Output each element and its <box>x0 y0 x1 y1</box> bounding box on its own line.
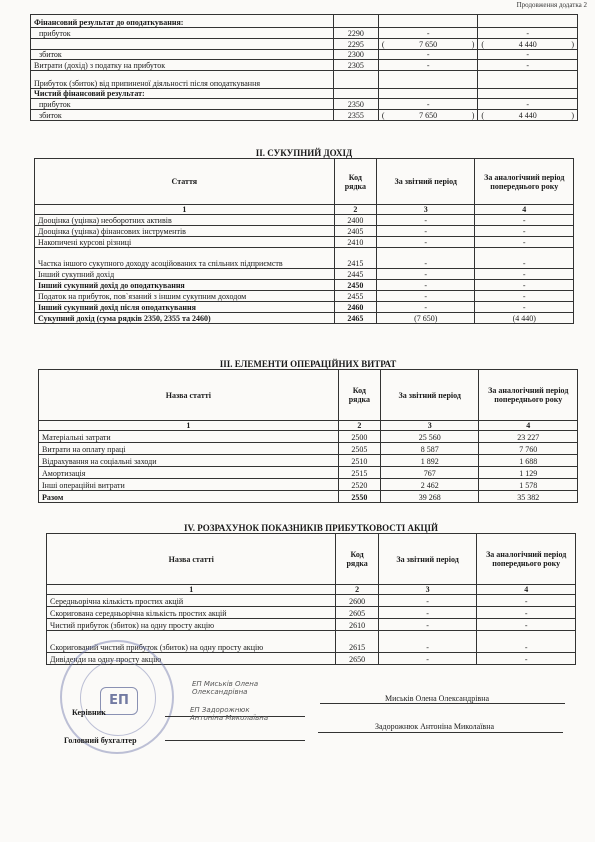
table-row <box>35 237 574 248</box>
row-code: 2460 <box>334 302 376 313</box>
table-row <box>31 39 578 50</box>
row-code: 2505 <box>338 443 380 455</box>
row-reporting-value: (7 650) <box>377 313 475 324</box>
table-row <box>31 70 578 88</box>
row-label: Дооцінка (уцінка) необоротних активів <box>35 215 335 226</box>
row-code: 2465 <box>334 313 376 324</box>
row-reporting-value: - <box>378 60 478 71</box>
ep-accountant-signature: ЕП Задорожнюк Антоніна Миколаївна <box>190 706 269 722</box>
row-previous-value: ( 4 440 ) <box>478 110 578 121</box>
row-reporting-value: - <box>378 595 477 607</box>
accountant-name-line <box>318 732 563 733</box>
table-row <box>35 215 574 226</box>
row-reporting-value: - <box>378 631 477 653</box>
row-previous-value: - <box>478 60 578 71</box>
row-previous-value: - <box>475 248 574 269</box>
header-previous-period: За аналогічний період попереднього року <box>477 534 576 585</box>
row-reporting-value: - <box>378 607 477 619</box>
header-code: Код рядка <box>336 534 378 585</box>
row-value: 7 650 <box>419 110 438 120</box>
table-row <box>31 99 578 110</box>
head-name: Миськів Олена Олександрівна <box>385 694 490 703</box>
col-num: 3 <box>377 205 475 215</box>
col-num: 2 <box>336 585 378 595</box>
row-code <box>333 88 378 99</box>
operating-expenses-body <box>39 431 578 503</box>
row-reporting-value: 2 462 <box>381 479 479 491</box>
row-value: 7 650 <box>419 39 438 49</box>
row-code: 2415 <box>334 248 376 269</box>
row-previous-value: 1 688 <box>479 455 578 467</box>
row-code: 2410 <box>334 237 376 248</box>
col-num: 1 <box>39 421 339 431</box>
financial-result-body <box>31 15 578 121</box>
row-code: 2520 <box>338 479 380 491</box>
row-value: 4 440 <box>518 39 537 49</box>
table-row <box>31 15 578 28</box>
row-label: Сукупний дохід (сума рядків 2350, 2355 та 2460) <box>35 313 335 324</box>
row-code: 2400 <box>334 215 376 226</box>
table-row <box>39 491 578 503</box>
row-reporting-value: 8 587 <box>381 443 479 455</box>
row-code: 2510 <box>338 455 380 467</box>
row-reporting-value: - <box>377 269 475 280</box>
row-reporting-value: - <box>377 215 475 226</box>
col-num: 3 <box>381 421 479 431</box>
table-row <box>47 619 576 631</box>
row-previous-value: - <box>478 49 578 60</box>
row-label: Чистий прибуток (збиток) на одну просту акцію <box>47 619 336 631</box>
table-row <box>39 443 578 455</box>
table-row <box>35 248 574 269</box>
row-previous-value: 7 760 <box>479 443 578 455</box>
row-reporting-value: 767 <box>381 467 479 479</box>
row-reporting-value: - <box>378 99 478 110</box>
table-row <box>35 280 574 291</box>
row-code: 2305 <box>333 60 378 71</box>
row-reporting-value: ( 7 650 ) <box>378 39 478 50</box>
row-label: Дооцінка (уцінка) фінансових інструментів <box>35 226 335 237</box>
row-reporting-value <box>378 88 478 99</box>
row-reporting-value <box>378 15 478 28</box>
row-code: 2450 <box>334 280 376 291</box>
row-previous-value: - <box>477 653 576 665</box>
row-code: 2610 <box>336 619 378 631</box>
row-label: Скоригований чистий прибуток (збиток) на одну просту акцію <box>47 631 336 653</box>
table-row <box>35 269 574 280</box>
row-previous-value <box>478 70 578 88</box>
table-row <box>39 431 578 443</box>
row-previous-value: - <box>475 226 574 237</box>
section4-title: IV. РОЗРАХУНОК ПОКАЗНИКІВ ПРИБУТКОВОСТІ АКЦІЙ <box>183 523 439 533</box>
row-code: 2295 <box>333 39 378 50</box>
table-row <box>31 49 578 60</box>
row-reporting-value: - <box>377 248 475 269</box>
row-code: 2500 <box>338 431 380 443</box>
row-previous-value: (4 440) <box>475 313 574 324</box>
row-reporting-value: 25 560 <box>381 431 479 443</box>
row-label: прибуток <box>31 99 334 110</box>
row-code: 2550 <box>338 491 380 503</box>
row-previous-value: - <box>475 291 574 302</box>
row-label: Матеріальні затрати <box>39 431 339 443</box>
ep-stamp-icon: ЕП <box>100 687 138 715</box>
row-label: прибуток <box>31 28 334 39</box>
row-previous-value: - <box>477 619 576 631</box>
header-code: Код рядка <box>334 159 376 205</box>
row-code: 2290 <box>333 28 378 39</box>
col-num: 1 <box>35 205 335 215</box>
row-label: Накопичені курсові різниці <box>35 237 335 248</box>
row-reporting-value: - <box>377 226 475 237</box>
row-code: 2300 <box>333 49 378 60</box>
header-item-name: Назва статті <box>47 534 336 585</box>
table-row <box>35 226 574 237</box>
col-num: 2 <box>334 205 376 215</box>
row-previous-value <box>478 88 578 99</box>
row-code: 2650 <box>336 653 378 665</box>
row-code: 2350 <box>333 99 378 110</box>
row-reporting-value: - <box>377 237 475 248</box>
row-label: Витрати на оплату праці <box>39 443 339 455</box>
row-reporting-value: - <box>378 49 478 60</box>
row-label: Витрати (дохід) з податку на прибуток <box>31 60 334 71</box>
head-label: Керівник <box>72 708 106 717</box>
row-label: Чистий фінансовий результат: <box>31 88 334 99</box>
header-article: Стаття <box>35 159 335 205</box>
row-previous-value <box>478 15 578 28</box>
row-code: 2405 <box>334 226 376 237</box>
row-value: 4 440 <box>518 110 537 120</box>
row-reporting-value: ( 7 650 ) <box>378 110 478 121</box>
table-row <box>39 479 578 491</box>
header-reporting-period: За звітний період <box>381 370 479 421</box>
table-row <box>31 88 578 99</box>
financial-result-table <box>30 14 578 121</box>
row-reporting-value: 39 268 <box>381 491 479 503</box>
col-num: 4 <box>475 205 574 215</box>
row-code: 2355 <box>333 110 378 121</box>
row-label: Податок на прибуток, пов`язаний з іншим сукупним доходом <box>35 291 335 302</box>
header-previous-period: За аналогічний період попереднього року <box>475 159 574 205</box>
col-num: 4 <box>477 585 576 595</box>
table-row <box>31 110 578 121</box>
row-code: 2515 <box>338 467 380 479</box>
row-reporting-value: - <box>378 28 478 39</box>
row-label: Відрахування на соціальні заходи <box>39 455 339 467</box>
total-income-table <box>34 158 574 324</box>
row-previous-value: - <box>478 99 578 110</box>
row-label <box>31 39 334 50</box>
section3-title: III. ЕЛЕМЕНТИ ОПЕРАЦІЙНИХ ВИТРАТ <box>219 359 397 369</box>
row-previous-value: 1 578 <box>479 479 578 491</box>
row-code: 2455 <box>334 291 376 302</box>
row-previous-value: - <box>475 302 574 313</box>
accountant-name: Задорожнюк Антоніна Миколаївна <box>375 722 495 731</box>
row-label: Амортизація <box>39 467 339 479</box>
col-num: 2 <box>338 421 380 431</box>
row-code: 2605 <box>336 607 378 619</box>
operating-expenses-table <box>38 369 578 503</box>
col-num: 1 <box>47 585 336 595</box>
row-label: Інший сукупний дохід до оподаткування <box>35 280 335 291</box>
table-row <box>47 595 576 607</box>
row-label: Скоригована середньорічна кількість простих акцій <box>47 607 336 619</box>
accountant-label: Головний бухгалтер <box>64 736 137 745</box>
table-row <box>35 313 574 324</box>
ep-head-signature: ЕП Миськів Олена Олександрівна <box>192 680 259 696</box>
section2-title: II. СУКУПНИЙ ДОХІД <box>255 148 353 158</box>
head-name-line <box>320 703 565 704</box>
row-previous-value: - <box>477 607 576 619</box>
row-previous-value: 35 382 <box>479 491 578 503</box>
row-label: Інший сукупний дохід <box>35 269 335 280</box>
header-reporting-period: За звітний період <box>378 534 477 585</box>
row-reporting-value: - <box>378 653 477 665</box>
row-label: збиток <box>31 49 334 60</box>
row-label: Фінансовий результат до оподаткування: <box>31 15 334 28</box>
row-reporting-value: - <box>377 280 475 291</box>
header-item-name: Назва статті <box>39 370 339 421</box>
row-code <box>333 15 378 28</box>
table-row <box>31 28 578 39</box>
header-code: Код рядка <box>338 370 380 421</box>
row-label: Дивіденди на одну просту акцію <box>47 653 336 665</box>
row-previous-value: - <box>475 280 574 291</box>
row-code <box>333 70 378 88</box>
row-previous-value: 1 129 <box>479 467 578 479</box>
row-label: збиток <box>31 110 334 121</box>
row-label: Інші операційні витрати <box>39 479 339 491</box>
row-label: Інший сукупний дохід після оподаткування <box>35 302 335 313</box>
row-previous-value: ( 4 440 ) <box>478 39 578 50</box>
header-previous-period: За аналогічний період попереднього року <box>479 370 578 421</box>
row-label: Частка іншого сукупного доходу асоційованих та спільних підприємств <box>35 248 335 269</box>
table-row <box>39 467 578 479</box>
row-reporting-value: 1 892 <box>381 455 479 467</box>
table-row <box>35 291 574 302</box>
row-previous-value: - <box>478 28 578 39</box>
accountant-signature-line <box>165 740 305 741</box>
row-code: 2600 <box>336 595 378 607</box>
col-num: 3 <box>378 585 477 595</box>
row-code: 2445 <box>334 269 376 280</box>
row-previous-value: - <box>477 631 576 653</box>
row-label: Прибуток (збиток) від припиненої діяльності після оподаткування <box>31 70 334 88</box>
row-reporting-value: - <box>377 291 475 302</box>
table-row <box>31 60 578 71</box>
row-previous-value: 23 227 <box>479 431 578 443</box>
row-reporting-value <box>378 70 478 88</box>
row-previous-value: - <box>475 215 574 226</box>
row-label: Середньорічна кількість простих акцій <box>47 595 336 607</box>
header-reporting-period: За звітний період <box>377 159 475 205</box>
row-label: Разом <box>39 491 339 503</box>
total-income-body <box>35 215 574 324</box>
row-previous-value: - <box>477 595 576 607</box>
row-previous-value: - <box>475 269 574 280</box>
row-previous-value: - <box>475 237 574 248</box>
row-reporting-value: - <box>378 619 477 631</box>
table-row <box>35 302 574 313</box>
table-row <box>39 455 578 467</box>
col-num: 4 <box>479 421 578 431</box>
row-reporting-value: - <box>377 302 475 313</box>
header-note: Продовження додатка 2 <box>516 1 587 9</box>
row-code: 2615 <box>336 631 378 653</box>
table-row <box>47 607 576 619</box>
